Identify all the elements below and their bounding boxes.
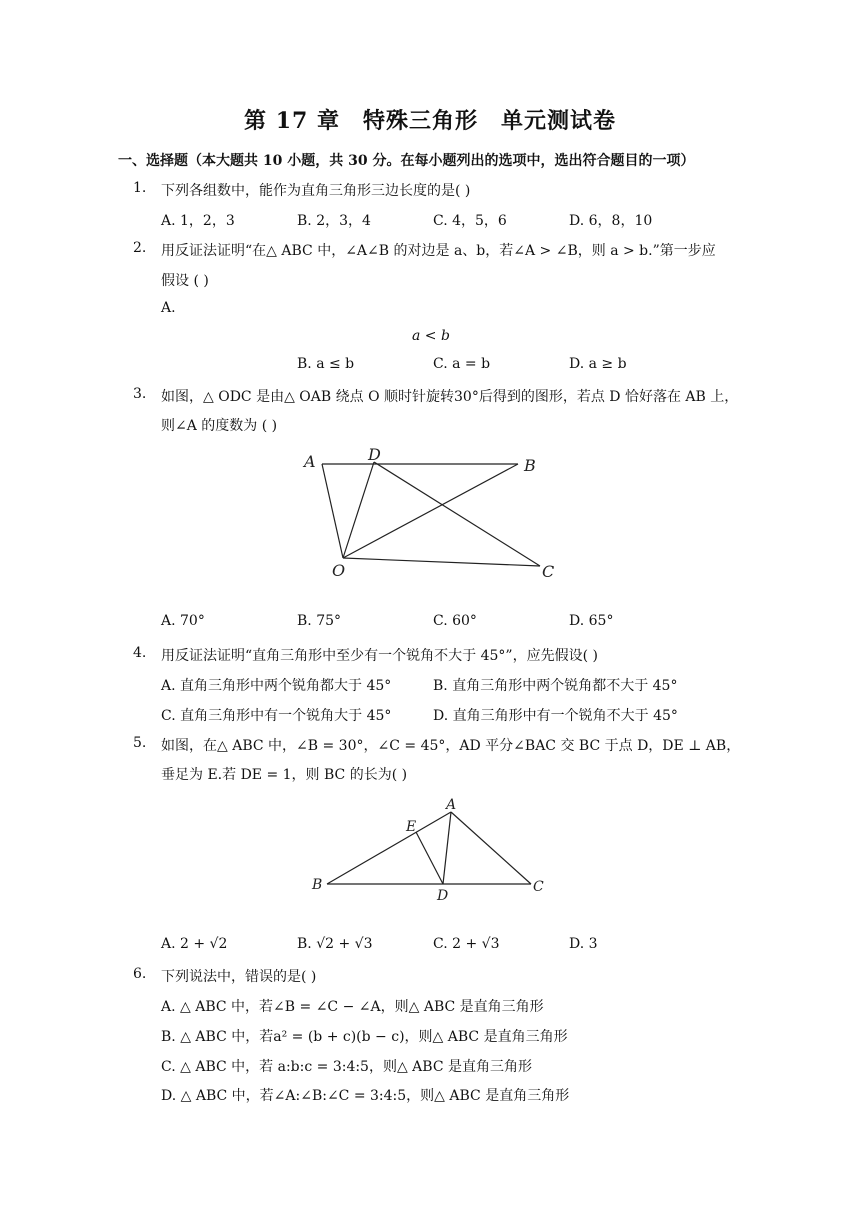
segment-dc [374,462,540,566]
question-stem: 下列说法中，错误的是( ) [161,969,317,985]
option-b: B. △ ABC 中，若a² = (b + c)(b − c)，则△ ABC 是直角三角形 [161,1029,568,1045]
question-number: 1. [133,180,147,196]
option-d: D. a ≥ b [569,356,627,372]
triangle-figure [305,792,555,912]
segment-ba [327,812,451,884]
label-b: B [524,456,536,475]
label-a: A [446,797,457,813]
segment-ac [451,812,531,884]
section-heading: 一、选择题（本大题共 10 小题，共 30 分。在每小题列出的选项中，选出符合题目的一项） [118,153,695,169]
label-b: B [312,877,323,893]
option-b: B. a ≤ b [297,356,355,372]
option-c: C. 2 + √3 [433,936,500,952]
option-d: D. 65° [569,613,614,629]
question-number: 6. [133,966,147,982]
option-b: B. 75° [297,613,342,629]
question-stem-cont: 假设 ( ) [161,273,209,289]
option-a: A. 70° [161,613,205,629]
question-stem-cont: 则∠A 的度数为 ( ) [161,418,278,434]
option-b: B. 直角三角形中两个锐角都不大于 45° [433,678,678,694]
option-d: D. 直角三角形中有一个锐角不大于 45° [433,708,678,724]
question-stem: 下列各组数中，能作为直角三角形三边长度的是( ) [161,183,471,199]
question-stem: 用反证法证明“直角三角形中至少有一个锐角不大于 45°”，应先假设( ) [161,648,598,664]
option-a: A. [161,300,176,316]
option-c: C. 60° [433,613,477,629]
option-b: B. 2，3，4 [297,213,371,229]
segment-de [416,832,443,884]
segment-ad [443,812,451,884]
label-e: E [406,819,417,835]
option-c: C. 4，5，6 [433,213,507,229]
segment-oc [343,558,540,566]
question-stem: 用反证法证明“在△ ABC 中，∠A∠B 的对边是 a、b，若∠A > ∠B，则 a > b.”第一步应 [161,243,716,259]
question-number: 5. [133,735,147,751]
label-d: D [437,888,449,904]
option-a: A. 直角三角形中两个锐角都大于 45° [161,678,392,694]
question-stem: 如图，在△ ABC 中，∠B = 30°，∠C = 45°，AD 平分∠BAC 交 BC 于点 D，DE ⊥ AB， [161,738,741,754]
option-d: D. 3 [569,936,598,952]
option-d: D. △ ABC 中，若∠A:∠B:∠C = 3:4:5，则△ ABC 是直角三角形 [161,1088,570,1104]
option-a-value: a < b [412,328,450,344]
label-a: A [304,452,316,471]
question-number: 4. [133,645,147,661]
label-d: D [368,445,381,464]
rotation-figure [290,440,570,590]
label-o: O [332,561,346,580]
option-b: B. √2 + √3 [297,936,373,952]
question-number: 2. [133,240,147,256]
option-a: A. △ ABC 中，若∠B = ∠C − ∠A，则△ ABC 是直角三角形 [161,999,544,1015]
question-stem-cont: 垂足为 E.若 DE = 1，则 BC 的长为( ) [161,767,408,783]
option-a: A. 2 + √2 [161,936,228,952]
segment-ao [322,464,343,558]
option-d: D. 6，8，10 [569,213,653,229]
option-c: C. a = b [433,356,491,372]
label-c: C [542,562,555,581]
option-c: C. 直角三角形中有一个锐角大于 45° [161,708,392,724]
question-stem: 如图，△ ODC 是由△ OAB 绕点 O 顺时针旋转30°后得到的图形，若点 D 恰好落在 AB 上， [161,389,739,405]
label-c: C [533,879,544,895]
option-c: C. △ ABC 中，若 a:b:c = 3:4:5，则△ ABC 是直角三角形 [161,1059,533,1075]
page-title: 第 17 章 特殊三角形 单元测试卷 [244,108,616,134]
question-number: 3. [133,386,147,402]
option-a: A. 1，2，3 [161,213,235,229]
